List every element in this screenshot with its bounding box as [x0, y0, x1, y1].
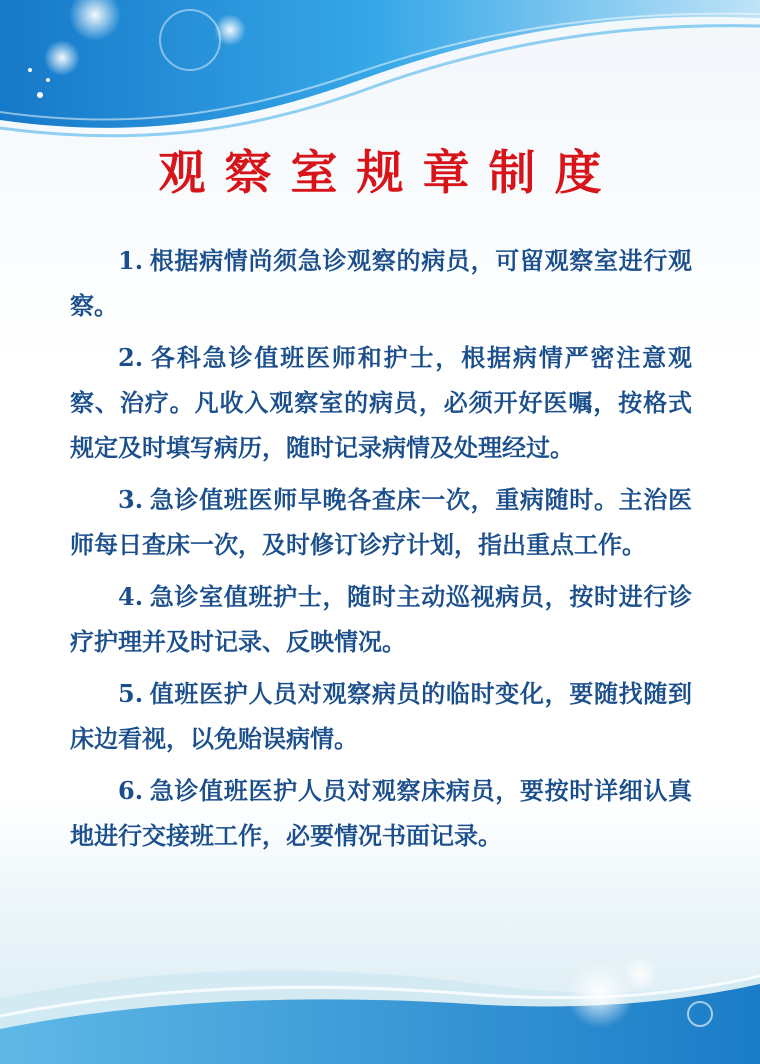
rule-text: 根据病情尚须急诊观察的病员，可留观察室进行观察。 — [70, 246, 692, 320]
rule-text: 值班医护人员对观察病员的临时变化，要随找随到床边看视，以免贻误病情。 — [70, 679, 692, 753]
rule-number: 4. — [118, 582, 144, 611]
page-title: 观察室规章制度 — [158, 146, 621, 201]
rule-item-5 — [70, 671, 692, 761]
rule-number: 5. — [118, 679, 144, 708]
rule-number: 1. — [118, 246, 144, 275]
rule-item-4 — [70, 574, 692, 664]
rule-number: 6. — [118, 776, 144, 805]
rule-text: 各科急诊值班医师和护士，根据病情严密注意观察、治疗。凡收入观察室的病员，必须开好医嘱，按格式规定及时填写病历，随时记录病情及处理经过。 — [70, 343, 692, 462]
rule-number: 3. — [118, 485, 144, 514]
rules-list — [70, 238, 692, 865]
rule-item-1 — [70, 238, 692, 328]
rule-item-2 — [70, 335, 692, 470]
rule-text: 急诊值班医师早晚各查床一次，重病随时。主治医师每日查床一次，及时修订诊疗计划，指出重点工作。 — [70, 485, 692, 559]
bottom-wave-decoration — [0, 824, 760, 1064]
rule-item-3 — [70, 477, 692, 567]
rule-number: 2. — [118, 343, 144, 372]
rule-text: 急诊值班医护人员对观察床病员，要按时详细认真地进行交接班工作，必要情况书面记录。 — [70, 776, 692, 850]
rule-text: 急诊室值班护士，随时主动巡视病员，按时进行诊疗护理并及时记录、反映情况。 — [70, 582, 692, 656]
